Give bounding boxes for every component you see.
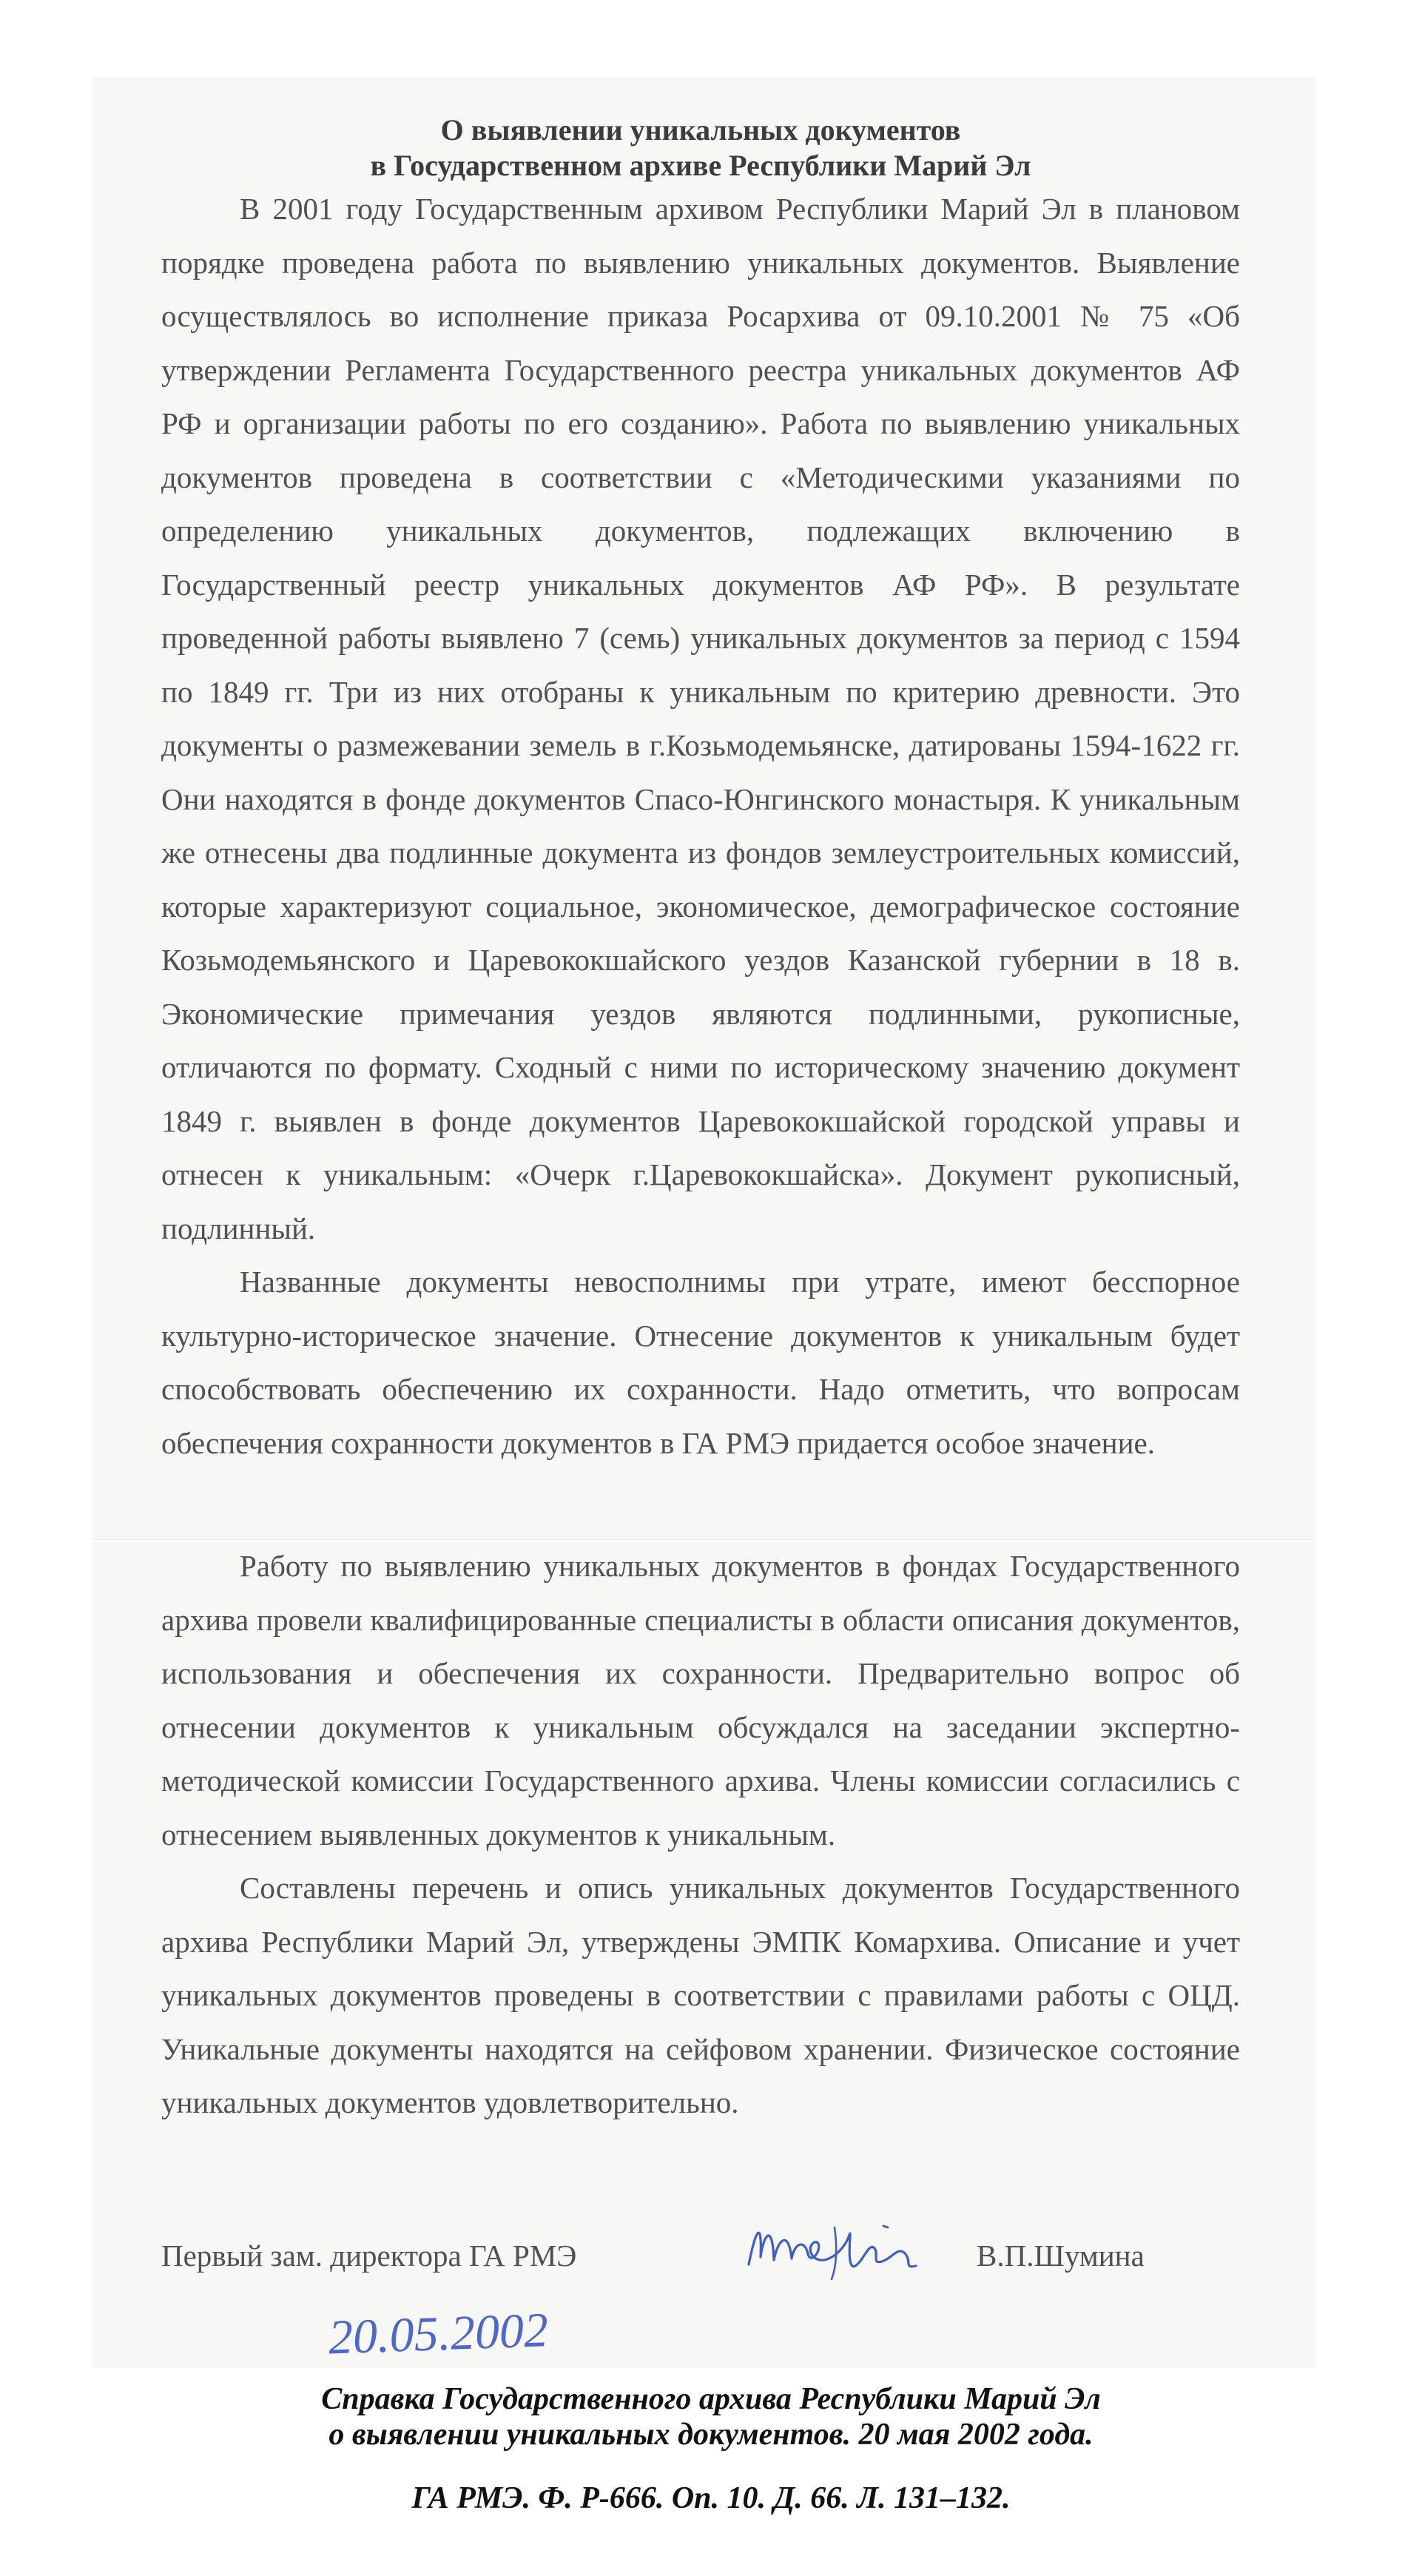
caption-line-1: Справка Государственного архива Республики Марий Эл bbox=[321, 2382, 1101, 2416]
body-block-1 bbox=[161, 182, 1240, 1470]
handwritten-date bbox=[323, 2297, 611, 2371]
title-line-2: в Государственном архиве Республики Марий Эл bbox=[370, 149, 1031, 182]
caption-archive-reference: ГА РМЭ. Ф. Р-666. Оп. 10. Д. 66. Л. 131–132. bbox=[411, 2481, 1011, 2515]
handwritten-signature bbox=[734, 2205, 978, 2287]
body-block-2 bbox=[161, 1539, 1240, 2130]
title-line-1: О выявлении уникальных документов bbox=[440, 113, 961, 147]
signatory-name: В.П.Шумина bbox=[977, 2239, 1145, 2273]
scanned-document bbox=[92, 77, 1315, 2368]
paragraph-3: Работу по выявлению уникальных документов в фондах Государственного архива провели квалифицированные специалисты в области описания документов, использования и обеспечения их сохранности. Предварительно вопрос об отнесении документов к уникальным обсуждался на заседании экспертно-методической комиссии Государственного архива. Члены комиссии согласились с отнесением выявленных документов к уникальным. bbox=[161, 1549, 1240, 1852]
signatory-position: Первый зам. директора ГА РМЭ bbox=[161, 2239, 577, 2273]
handwritten-date-text: 20.05.2002 bbox=[327, 2303, 550, 2365]
signature-row bbox=[161, 2235, 1240, 2294]
paragraph-1: В 2001 году Государственным архивом Республики Марий Эл в плановом порядке проведена работа по выявлению уникальных документов. Выявление осуществлялось во исполнение приказа Росархива от 09.10.2001 № 75 «Об утверждении Регламента Государственного реестра уникальных документов АФ РФ и организации работы по его созданию». Работа по выявлению уникальных документов проведена в соответствии с «Методическими указаниями по определению уникальных документов, подлежащих включению в Государственный реестр уникальных документов АФ РФ». В результате проведенной работы выявлено 7 (семь) уникальных документов за период с 1594 по 1849 гг. Три из них отобраны к уникальным по критерию древности. Это документы о размежевании земель в г.Козьмодемьянске, датированы 1594-1622 гг. Они находятся в фонде документов Спасо-Юнгинского монастыря. К уникальным же отнесены два подлинные документа из фондов землеустроительных комиссий, которые характеризуют социальное, экономическое, демографическое состояние Козьмодемьянского и Царевококшайского уездов Казанской губернии в 18 в. Экономические примечания уездов являются подлинными, рукописные, отличаются по формату. Сходный с ними по историческому значению документ 1849 г. выявлен в фонде документов Царевококшайской городской управы и отнесен к уникальным: «Очерк г.Царевококшайска». Документ рукописный, подлинный. bbox=[161, 192, 1240, 1245]
paragraph-4: Составлены перечень и опись уникальных документов Государственного архива Республики Марий Эл, утверждены ЭМПК Комархива. Описание и учет уникальных документов проведены в соответствии с правилами работы с ОЦД. Уникальные документы находятся на сейфовом хранении. Физическое состояние уникальных документов удовлетворительно. bbox=[161, 1871, 1240, 2119]
caption-line-2: о выявлении уникальных документов. 20 мая 2002 года. bbox=[328, 2418, 1094, 2452]
document-title bbox=[161, 112, 1240, 184]
paragraph-2: Названные документы невосполнимы при утрате, имеют бесспорное культурно-историческое значение. Отнесение документов к уникальным будет способствовать обеспечению их сохранности. Надо отметить, что вопросам обеспечения сохранности документов в ГА РМЭ придается особое значение. bbox=[161, 1265, 1240, 1460]
